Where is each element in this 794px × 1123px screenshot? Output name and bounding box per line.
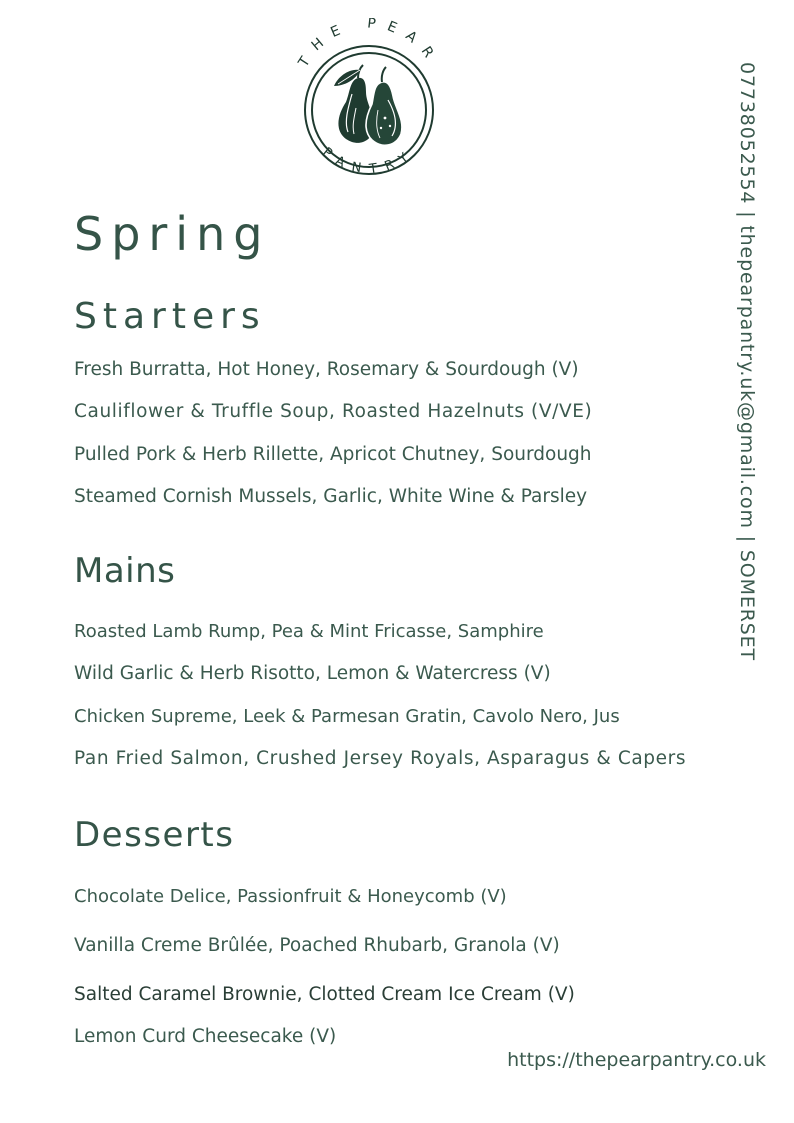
starter-item: Fresh Burratta, Hot Honey, Rosemary & Sourdough (V) [74, 359, 579, 380]
season-title: Spring [74, 207, 271, 261]
starter-item: Pulled Pork & Herb Rillette, Apricot Chutney, Sourdough [74, 444, 592, 465]
starter-item: Steamed Cornish Mussels, Garlic, White Wine & Parsley [74, 486, 588, 507]
main-item: Chicken Supreme, Leek & Parmesan Gratin, Cavolo Nero, Jus [74, 706, 620, 727]
main-item: Wild Garlic & Herb Risotto, Lemon & Watercress (V) [74, 663, 551, 684]
contact-sidebar [734, 62, 758, 710]
starter-item: Cauliflower & Truffle Soup, Roasted Hazelnuts (V/VE) [74, 401, 593, 422]
dessert-item: Chocolate Delice, Passionfruit & Honeycomb (V) [74, 886, 507, 907]
pear-icon [334, 65, 402, 145]
desserts-heading: Desserts [74, 815, 235, 855]
website-link[interactable]: https://thepearpantry.co.uk [507, 1049, 766, 1071]
dessert-item: Lemon Curd Cheesecake (V) [74, 1026, 337, 1047]
dessert-item: Salted Caramel Brownie, Clotted Cream Ice Cream (V) [74, 984, 575, 1005]
dessert-item: Vanilla Creme Brûlée, Poached Rhubarb, Granola (V) [74, 935, 560, 956]
main-item: Pan Fried Salmon, Crushed Jersey Royals, Asparagus & Capers [74, 748, 687, 769]
main-item: Roasted Lamb Rump, Pea & Mint Fricasse, Samphire [74, 621, 544, 642]
logo-top-text: THE PEAR [295, 18, 443, 70]
starters-heading: Starters [74, 296, 266, 337]
contact-details: 07738052554 | thepearpantry.uk@gmail.com | SOMERSET [736, 62, 758, 661]
pear-pantry-logo [286, 18, 452, 192]
logo-bottom-text: PANTRY [319, 144, 419, 178]
mains-heading: Mains [74, 551, 176, 591]
